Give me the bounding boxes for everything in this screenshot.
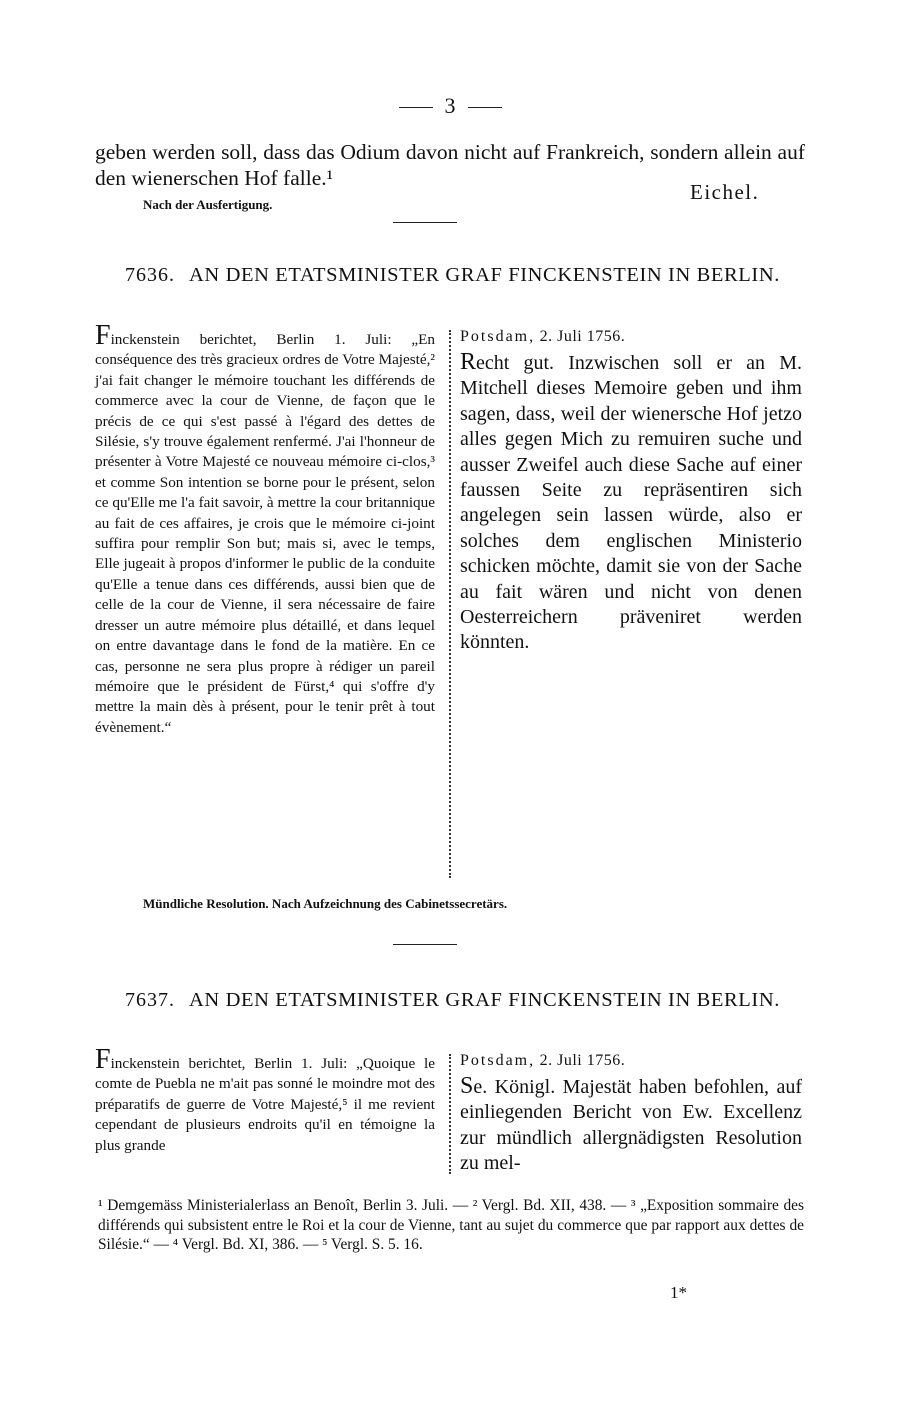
doc-7637-report [95,1044,435,1156]
footnotes: ¹ Demgemäss Ministerialerlass an Benoît, Berlin 3. Juli. — ² Vergl. Bd. XII, 438. — ³ „Exposition sommaire des différends qui subsistent entre le Roi et la cour de Vienne, tant au sujet du commerce que par rapport aux dettes de Silésie.“ — ⁴ Vergl. Bd. XI, 386. — ⁵ Vergl. S. 5. 16. [98,1197,804,1254]
section-rule-2 [393,944,457,945]
doc-7636-dateline [460,326,802,348]
doc-7636-date: 2. Juli 1756. [539,328,626,345]
section-rule-1 [393,222,457,223]
doc-7636-report [95,320,435,738]
doc-7637-dateline [460,1050,802,1072]
doc-7637-initial: F [95,1044,111,1075]
source-note-2: Mündliche Resolution. Nach Aufzeichnung des Cabinetssecretärs. [143,896,508,911]
doc-7637-number: 7637. [125,989,176,1011]
doc-7636-resolution-initial: R [460,349,477,375]
doc-7637-resolution-initial: S [460,1073,474,1099]
page-header [0,94,900,118]
doc-7637-heading [120,988,785,1013]
header-rule-right [468,107,502,108]
doc-7637-title: AN DEN ETATSMINISTER GRAF FINCKENSTEIN IN BERLIN. [189,989,780,1011]
doc-7636-resolution [460,326,802,656]
doc-7636-heading [120,263,785,288]
page-number: 3 [444,93,456,118]
doc-7636-report-text: inckenstein berichtet, Berlin 1. Juli: „En conséquence des très gracieux ordres de Votre Majesté,² j'ai fait changer le mémoire touchant les différends de commerce avec la cour de Vienne, de façon que le précis de ce qui s'est passé à l'égard des dettes de Silésie, s'y trouve également renfermé. J'ai l'honneur de présenter à Votre Majesté ce nouveau mémoire ci-clos,³ et comme Son intention se borne pour le présent, selon ce qu'Elle me l'a fait savoir, à mettre la cour britannique au fait de ces affaires, je crois que le mémoire ci-joint suffira pour remplir Son but; mais si, avec le temps, Elle jugeait à propos d'informer le public de la conduite qu'Elle a tenue dans ces différends, aussi bien que de celle de la cour de Vienne, il sera nécessaire de faire dresser un autre mémoire plus détaillé, et dans lequel on entre davantage dans le fond de la matière. En ce cas, personne ne sera plus propre à rédiger un pareil mémoire que le président de Fürst,⁴ qui s'offre d'y mettre la main dès à présent, pour le tenir prêt à tout évènement.“ [95,331,435,736]
signature-mark: 1* [670,1283,687,1302]
doc-7636-number: 7636. [125,264,176,286]
doc-7637-column-separator [449,1054,451,1174]
continuation-text: geben werden soll, dass das Odium davon nicht auf Frankreich, sondern allein auf den wienerschen Hof falle.¹ [95,140,805,190]
doc-7636-initial: F [95,320,111,351]
doc-7637-resolution-text: e. Königl. Majestät haben befohlen, auf einliegenden Bericht von Ew. Excellenz zur mündlich allergnädigsten Resolution zu mel- [460,1076,802,1175]
doc-7636-column-separator [449,330,451,878]
signature-eichel: Eichel. [690,180,760,204]
doc-7637-date: 2. Juli 1756. [539,1052,626,1069]
doc-7637-place: Potsdam, [460,1052,536,1069]
header-rule-left [399,107,433,108]
doc-7636-title: AN DEN ETATSMINISTER GRAF FINCKENSTEIN IN BERLIN. [189,264,780,286]
doc-7636-place: Potsdam, [460,328,536,345]
doc-7637-report-text: inckenstein berichtet, Berlin 1. Juli: „Quoique le comte de Puebla ne m'ait pas sonné le moindre mot des préparatifs de guerre de Votre Majesté,⁵ il me revient cependant de plusieurs endroits qu'il en témoigne la plus grande [95,1055,435,1154]
source-note-1: Nach der Ausfertigung. [143,197,273,212]
doc-7636-resolution-text: echt gut. Inzwischen soll er an M. Mitchell dieses Memoire geben und ihm sagen, dass, weil der wienersche Hof jetzo alles gegen Mich zu remuiren suche und ausser Zweifel auch diese Sache auf einer faussen Seite zu repräsentiren sich angelegen sein lassen würde, also er solches dem englischen Ministerio schicken möchte, damit sie von der Sache au fait wären und nicht von denen Oesterreichern präveniret werden könnten. [460,352,802,654]
doc-7637-resolution [460,1050,802,1177]
